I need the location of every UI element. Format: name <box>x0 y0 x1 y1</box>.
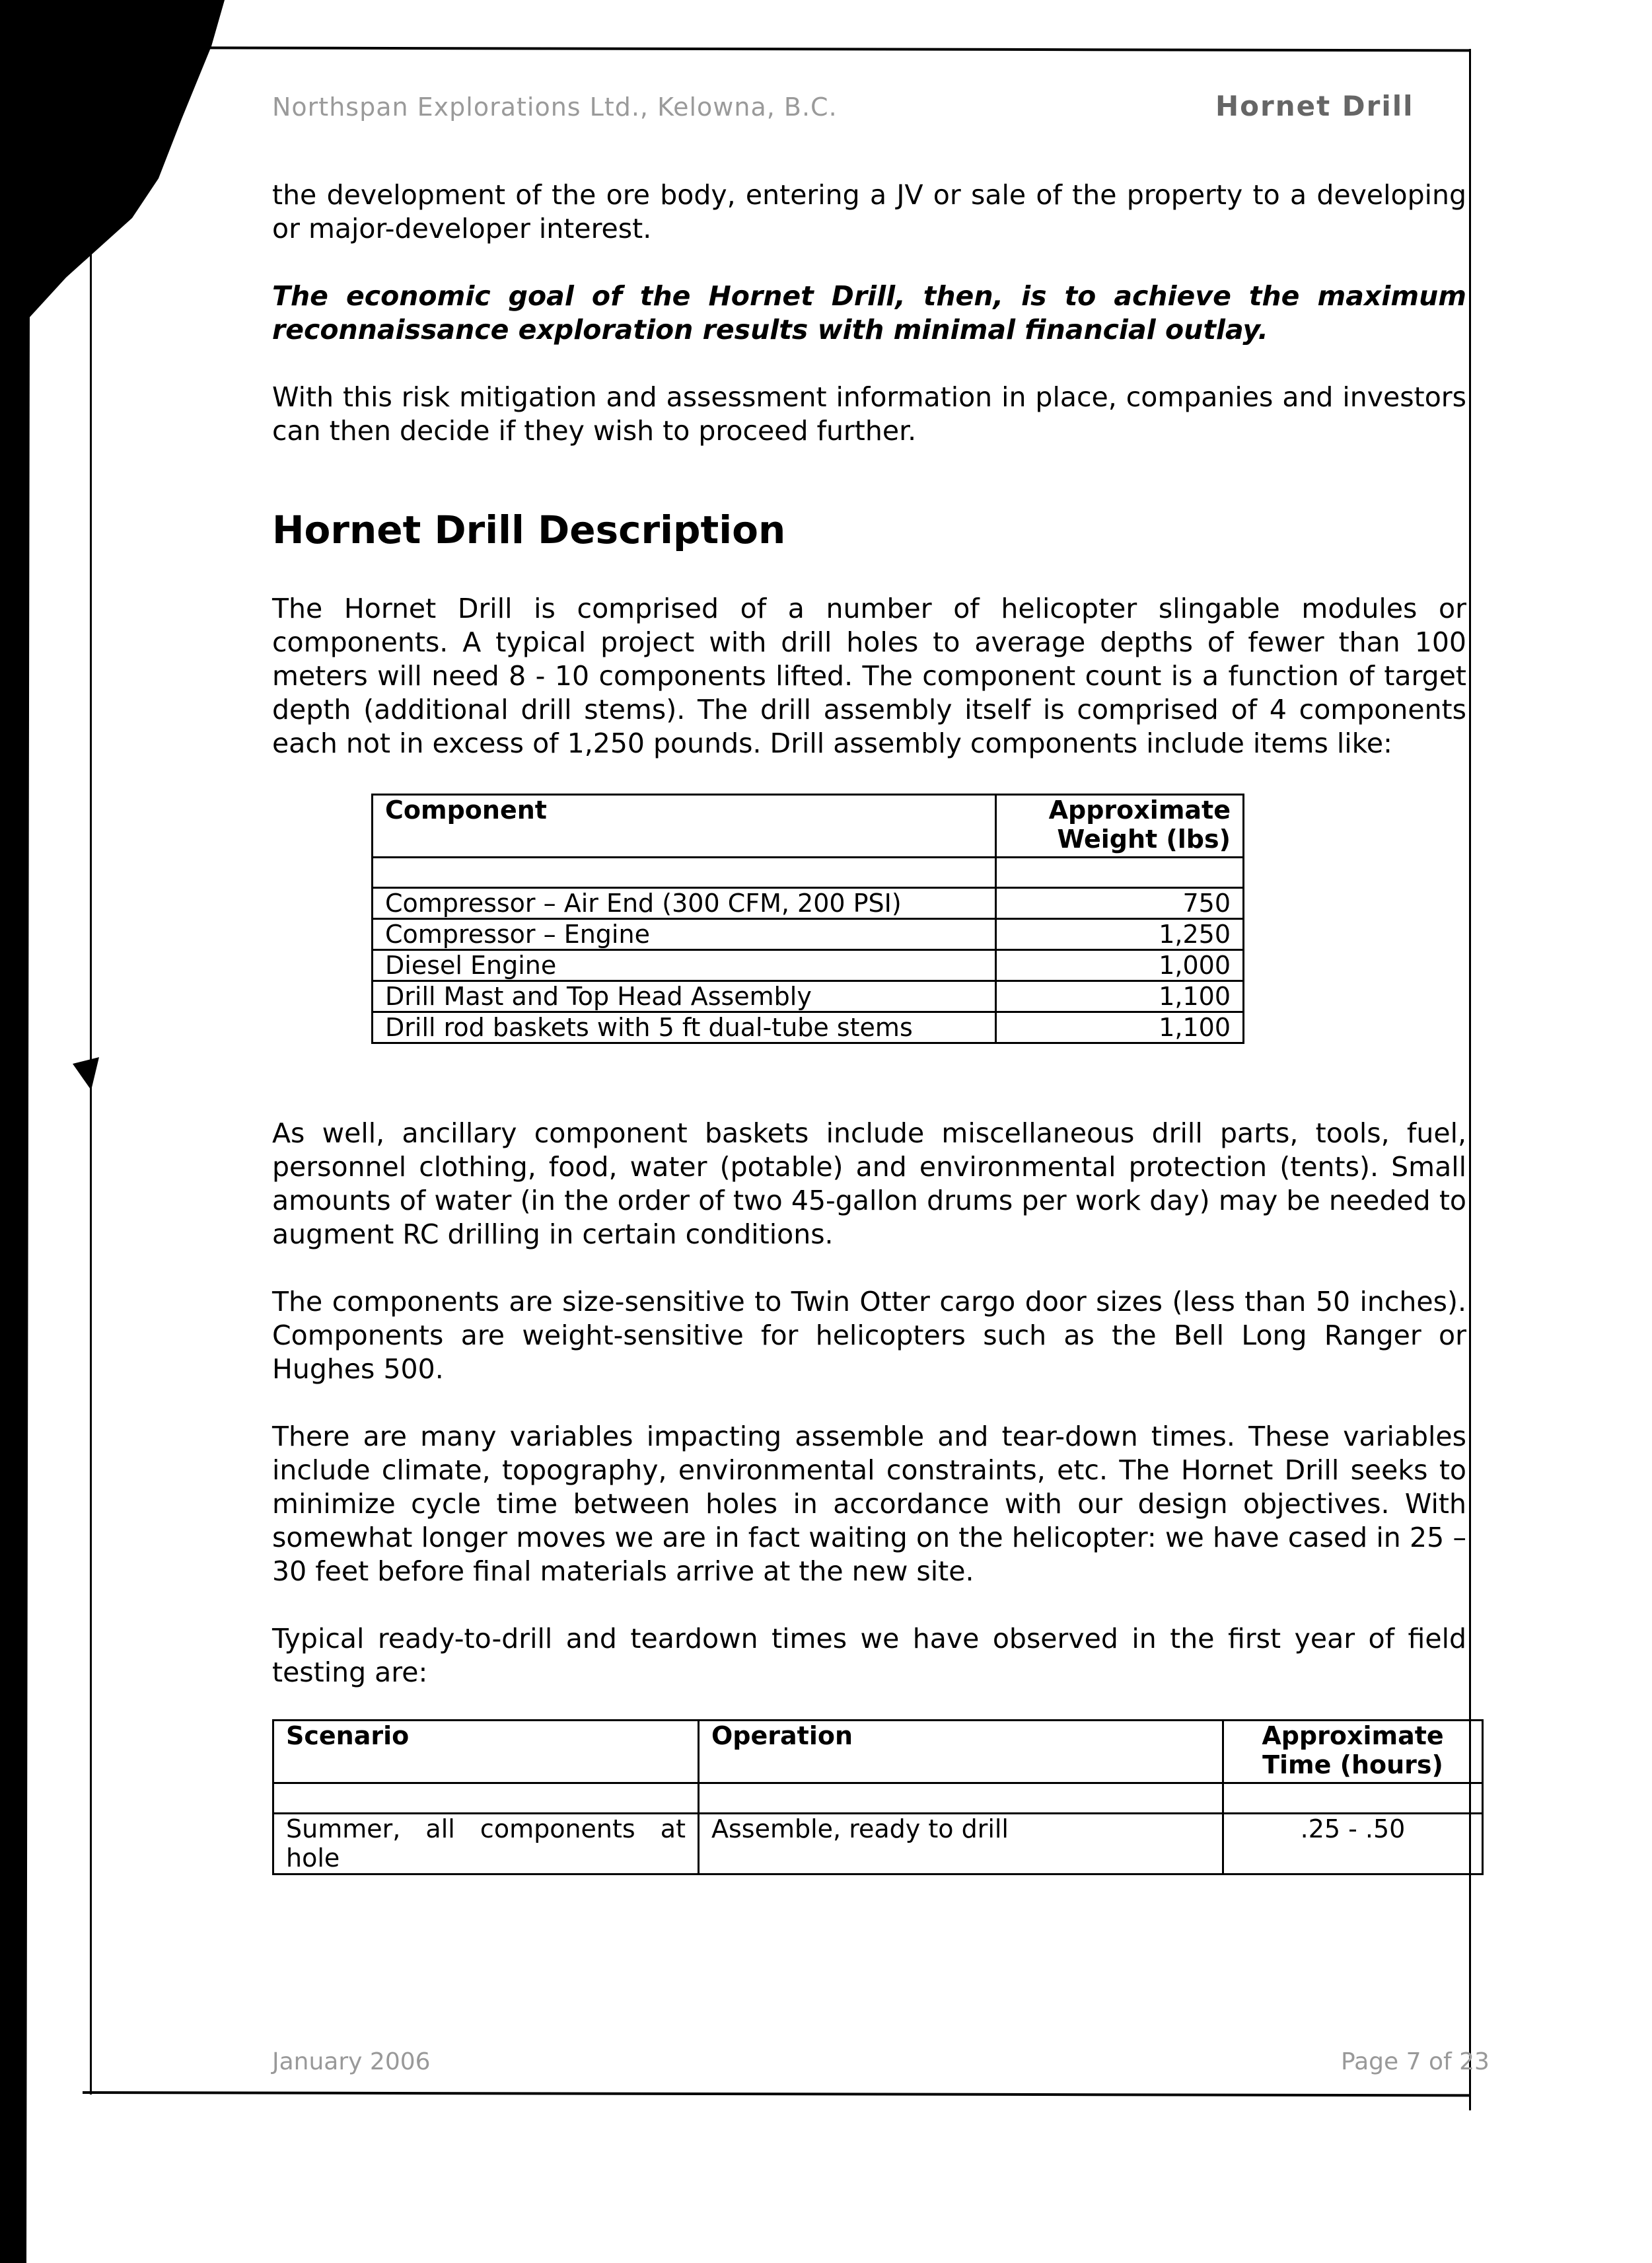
page-border-bottom <box>83 2091 1471 2096</box>
paragraph: There are many variables impacting assemble and tear-down times. These variables include climate, topography, environmental constraints, etc. The Hornet Drill seeks to minimize cycle time between holes in accordance with our design objectives. With somewhat longer moves we are in fact waiting on the helicopter: we have cased in 25 – 30 feet before final materials arrive at the new site. <box>272 1421 1466 1587</box>
footer-date: January 2006 <box>272 2048 431 2075</box>
paragraph: The components are size-sensitive to Twin Otter cargo door sizes (less than 50 inches). Components are weight-sensitive for helicopters such as the Bell Long Ranger or Hughes 500. <box>272 1286 1466 1385</box>
scan-edge-shadow <box>0 0 225 2263</box>
table-cell: 1,100 <box>996 981 1244 1012</box>
table-row <box>373 888 1244 919</box>
table-cell <box>273 1783 699 1814</box>
page-body <box>272 178 1466 1875</box>
table-cell: .25 - .50 <box>1223 1814 1483 1874</box>
table-cell: 1,100 <box>996 1012 1244 1043</box>
paragraph: the development of the ore body, entering a JV or sale of the property to a developing or major-developer interest. <box>272 179 1466 244</box>
column-header: Scenario <box>273 1721 699 1783</box>
table-cell <box>1223 1783 1483 1814</box>
components-table <box>371 794 1244 1044</box>
table-header-row <box>273 1721 1483 1783</box>
column-header: Operation <box>699 1721 1223 1783</box>
table-cell: Diesel Engine <box>373 950 996 981</box>
table-row <box>373 858 1244 888</box>
paragraph: As well, ancillary component baskets include miscellaneous drill parts, tools, fuel, personnel clothing, food, water (potable) and environmental protection (tents). Small amounts of water (in the order of two 45-gallon drums per work day) may be needed to augment RC drilling in certain conditions. <box>272 1117 1466 1250</box>
table-cell: Assemble, ready to drill <box>699 1814 1223 1874</box>
table-row <box>273 1783 1483 1814</box>
paragraph: The Hornet Drill is comprised of a number of helicopter slingable modules or components. A typical project with drill holes to average depths of fewer than 100 meters will need 8 - 10 components lifted. The component count is a function of target depth (additional drill stems). The drill assembly itself is comprised of 4 components each not in excess of 1,250 pounds. Drill assembly components include items like: <box>272 593 1466 759</box>
column-header: Approximate Weight (lbs) <box>996 795 1244 858</box>
table-cell: Drill rod baskets with 5 ft dual-tube stems <box>373 1012 996 1043</box>
table-cell <box>699 1783 1223 1814</box>
emphasis-paragraph: The economic goal of the Hornet Drill, then, is to achieve the maximum reconnaissance exploration results with minimal financial outlay. <box>272 280 1466 346</box>
header-company: Northspan Explorations Ltd., Kelowna, B.C. <box>272 93 838 122</box>
header-document-title: Hornet Drill <box>1215 90 1414 122</box>
page-border-left <box>90 244 92 2095</box>
table-cell: Drill Mast and Top Head Assembly <box>373 981 996 1012</box>
page-border-top <box>83 46 1470 52</box>
footer-page-number: Page 7 of 23 <box>1341 2048 1490 2075</box>
table-cell: Compressor – Engine <box>373 919 996 950</box>
table-cell <box>373 858 996 888</box>
table-row <box>273 1814 1483 1874</box>
column-header: Approximate Time (hours) <box>1223 1721 1483 1783</box>
table-cell: 750 <box>996 888 1244 919</box>
table-cell <box>996 858 1244 888</box>
times-table <box>272 1719 1484 1875</box>
paragraph: Typical ready-to-drill and teardown times we have observed in the first year of field testing are: <box>272 1623 1466 1688</box>
table-row <box>373 919 1244 950</box>
hole-punch-mark <box>94 197 124 226</box>
table-row <box>373 981 1244 1012</box>
table-cell: Summer, all components at hole <box>273 1814 699 1874</box>
table-cell: 1,000 <box>996 950 1244 981</box>
table-cell: 1,250 <box>996 919 1244 950</box>
binder-mark <box>73 1057 99 1090</box>
paragraph: With this risk mitigation and assessment information in place, companies and investors can then decide if they wish to proceed further. <box>272 381 1466 447</box>
table-row <box>373 950 1244 981</box>
table-header-row <box>373 795 1244 858</box>
table-cell: Compressor – Air End (300 CFM, 200 PSI) <box>373 888 996 919</box>
section-heading: Hornet Drill Description <box>272 507 786 552</box>
column-header: Component <box>373 795 996 858</box>
table-row <box>373 1012 1244 1043</box>
